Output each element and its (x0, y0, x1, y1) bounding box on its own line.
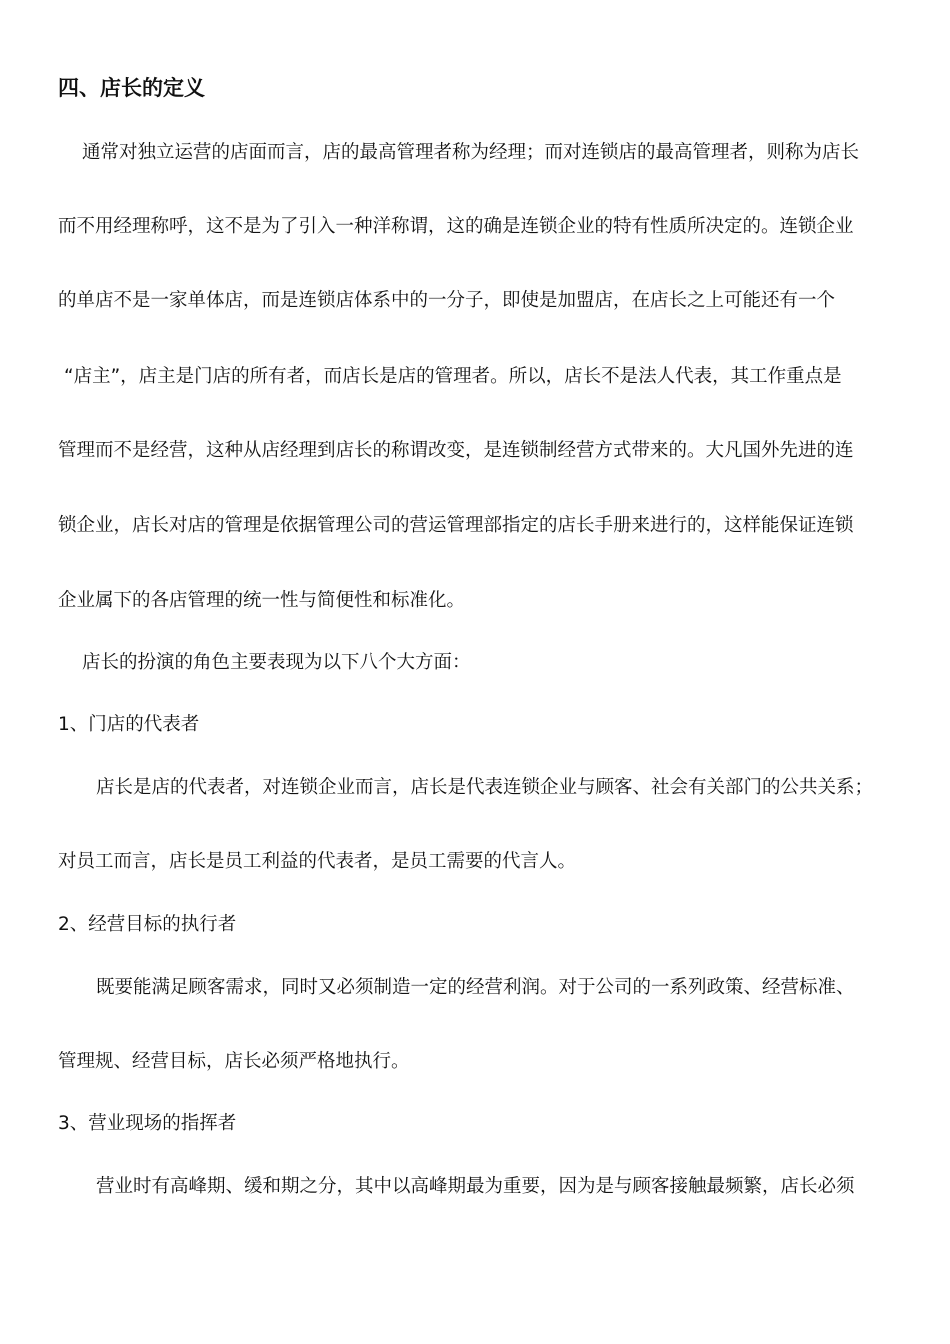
paragraph-line: 管理而不是经营，这种从店经理到店长的称谓改变，是连锁制经营方式带来的。大凡国外先进的连 (58, 440, 854, 461)
role-body-line: 营业时有高峰期、缓和期之分，其中以高峰期最为重要，因为是与顾客接触最频繁，店长必须 (96, 1176, 855, 1197)
paragraph-line: 锁企业，店长对店的管理是依据管理公司的营运管理部指定的店长手册来进行的，这样能保证连锁 (58, 515, 854, 536)
role-body-line: 对员工而言，店长是员工利益的代表者，是员工需要的代言人。 (58, 851, 577, 872)
role-body-line: 既要能满足顾客需求，同时又必须制造一定的经营利润。对于公司的一系列政策、经营标准、 (96, 977, 855, 998)
paragraph-line: 企业属下的各店管理的统一性与简便性和标准化。 (58, 590, 466, 611)
paragraph-line: “店主”，店主是门店的所有者，而店长是店的管理者。所以，店长不是法人代表，其工作重点是 (64, 366, 842, 387)
paragraph-line: 而不用经理称呼，这不是为了引入一种洋称谓，这的确是连锁企业的特有性质所决定的。连锁企业 (58, 216, 854, 237)
paragraph-line: 通常对独立运营的店面而言，店的最高管理者称为经理；而对连锁店的最高管理者，则称为店长 (82, 142, 860, 163)
roles-intro: 店长的扮演的角色主要表现为以下八个大方面： (82, 652, 471, 673)
role-body-line: 管理规、经营目标，店长必须严格地执行。 (58, 1051, 410, 1072)
role-title: 3、营业现场的指挥者 (58, 1113, 237, 1134)
role-body-line: 店长是店的代表者，对连锁企业而言，店长是代表连锁企业与顾客、社会有关部门的公共关系； (96, 777, 874, 798)
section-heading: 四、店长的定义 (58, 76, 205, 100)
role-title: 1、门店的代表者 (58, 714, 200, 735)
role-title: 2、经营目标的执行者 (58, 914, 237, 935)
paragraph-line: 的单店不是一家单体店，而是连锁店体系中的一分子，即使是加盟店，在店长之上可能还有一个 (58, 290, 836, 311)
